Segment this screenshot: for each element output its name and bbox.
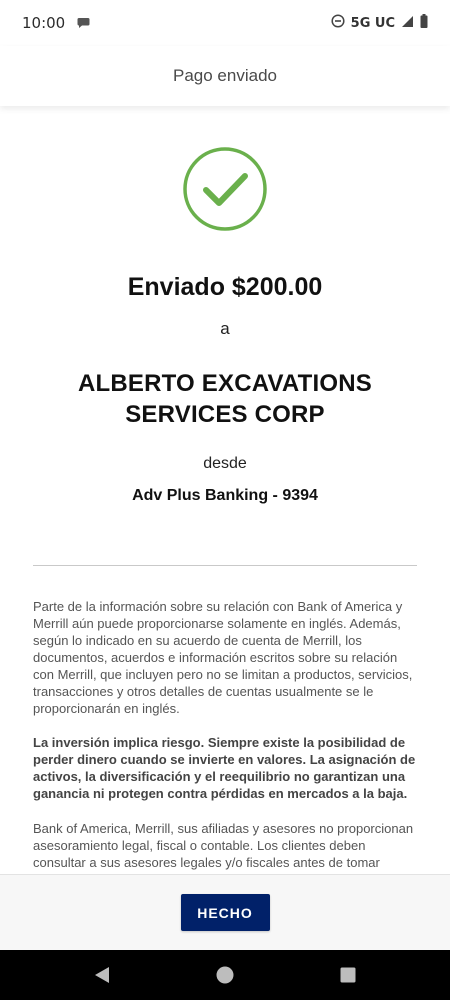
disclaimer-investment-risk: La inversión implica riesgo. Siempre existe la posibilidad de perder dinero cuando se invierte en valores. La asignación de activos, la diversificación y el reequilibrio no garantizan una ganancia ni protegen contra pérdidas en mercados a la baja.: [33, 735, 416, 801]
divider: [33, 565, 417, 566]
battery-icon: [420, 14, 428, 32]
disclaimer-language: Parte de la información sobre su relación con Bank of America y Merrill aún puede proporcionarse solamente en inglés. Además, según lo indicado en su acuerdo de cuenta de Merrill, los documentos, acuerdos e información escritos sobre su relación con Merrill, que incluyen pero no se limitan a productos, servicios, transacciones y otros detalles de cuentas usualmente se le proporcionarán en inglés.: [33, 599, 413, 716]
app-bar: [0, 46, 450, 106]
source-account: Adv Plus Banking - 9394: [132, 487, 318, 504]
home-icon[interactable]: [216, 966, 234, 984]
to-label: a: [220, 319, 230, 338]
chat-bubble-icon: [77, 14, 90, 33]
signal-icon: [401, 15, 414, 32]
recents-icon[interactable]: [339, 966, 357, 984]
disclaimer-legal-advice: Bank of America, Merrill, sus afiliadas y asesores no proporcionan asesoramiento legal, fiscal o contable. Los clientes deben consultar a sus asesores legales y/o fiscales antes de tomar: [33, 821, 414, 870]
status-time: 10:00: [22, 14, 66, 32]
confirmation-content[interactable]: [0, 106, 450, 874]
status-bar: [0, 0, 450, 46]
system-nav-bar: [0, 950, 450, 1000]
do-not-disturb-icon: [331, 14, 345, 32]
check-circle-icon: [182, 146, 268, 232]
from-label: desde: [203, 455, 247, 472]
page-title: Pago enviado: [173, 66, 277, 85]
done-button[interactable]: HECHO: [181, 894, 270, 931]
network-label: 5G UC: [350, 15, 395, 31]
footer: [0, 874, 450, 950]
recipient-name: ALBERTO EXCAVATIONS SERVICES CORP: [77, 370, 373, 428]
back-icon[interactable]: [93, 966, 111, 984]
sent-amount: Enviado $200.00: [127, 273, 323, 301]
